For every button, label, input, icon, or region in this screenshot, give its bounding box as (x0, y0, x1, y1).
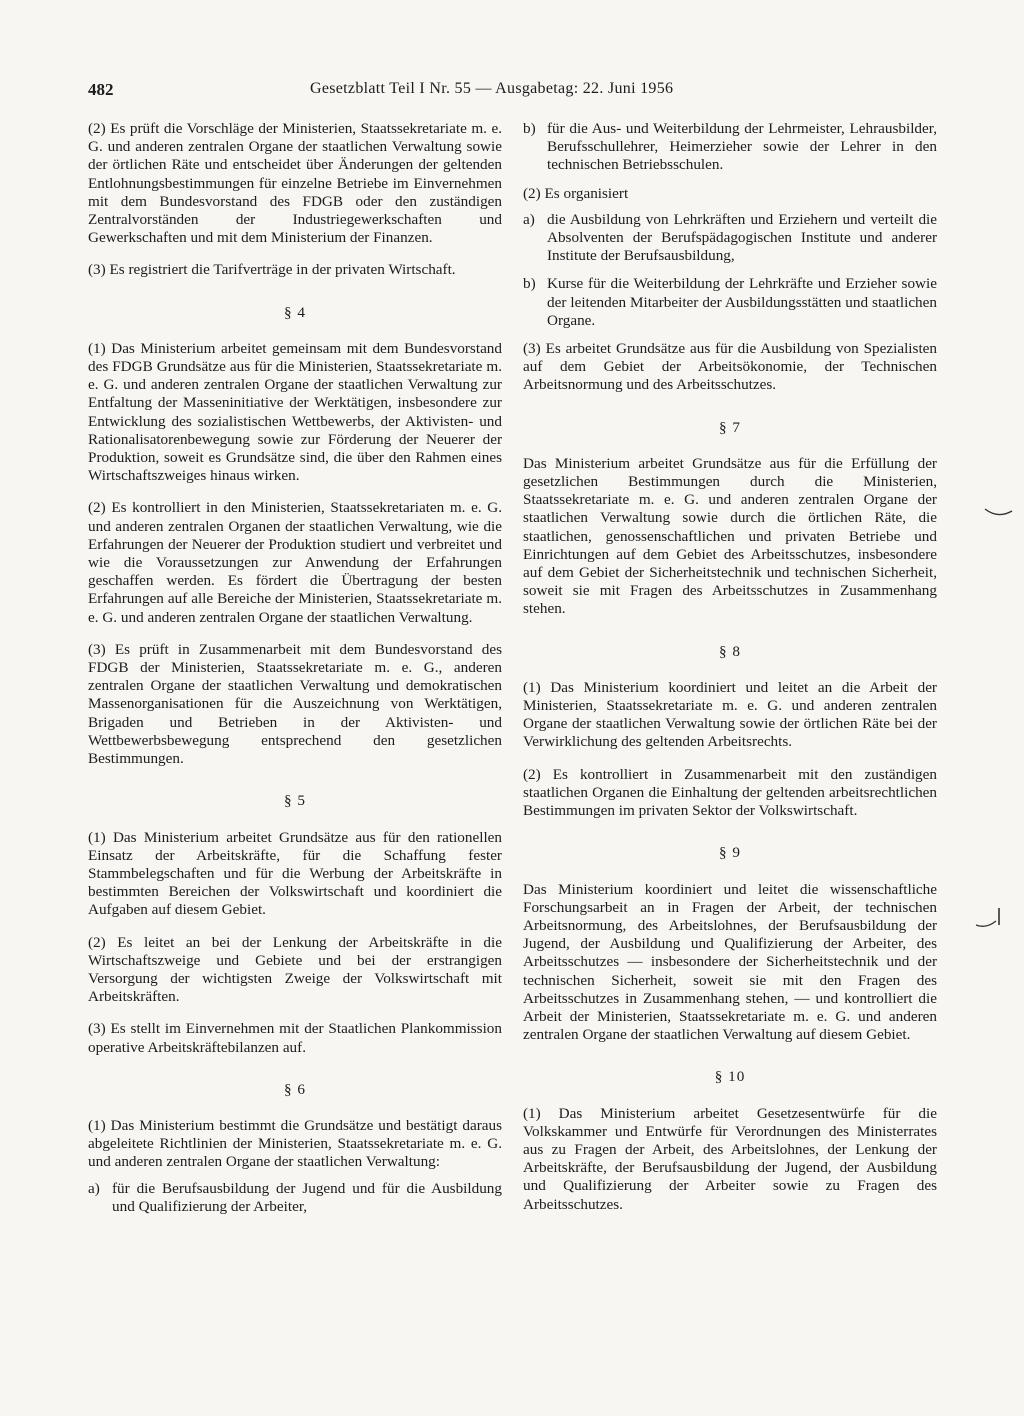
paragraph: (1) Das Ministerium arbeitet gemeinsam mit dem Bundesvorstand des FDGB Grundsätze aus für die Ministerien, Staatssekretariate m. e. G. und anderen zentralen Organe der staatlichen Verwaltung zur Entfaltung der Masseninitiative der Werktätigen, insbesondere zur Entwicklung des sozialistischen Wettbewerbs, der Aktivisten- und Rationalisatorenbewegung sowie zur Förderung der Neuerer der Produktion, soweit es Grundsätze sind, die über den Rahmen eines Wirtschaftszweiges hinaus wirken. (88, 339, 502, 485)
list-text: für die Aus- und Weiterbildung der Lehrmeister, Lehrausbilder, Berufsschullehrer, Heimerzieher sowie der Lehrer in den technischen Betriebsschulen. (547, 120, 937, 174)
paragraph: (2) Es kontrolliert in Zusammenarbeit mit den zuständigen staatlichen Organen die Einhaltung der geltenden arbeitsrechtlichen Bestimmungen im privaten Sektor der Volkswirtschaft. (523, 765, 937, 820)
margin-mark (984, 505, 1014, 519)
right-column (523, 120, 937, 1228)
paragraph: (3) Es arbeitet Grundsätze aus für die Ausbildung von Spezialisten auf dem Gebiet der Arbeitsökonomie, der Technischen Arbeitsnormung und des Arbeitsschutzes. (523, 340, 937, 394)
paragraph: Das Ministerium arbeitet Grundsätze aus für die Erfüllung der gesetzlichen Bestimmungen durch die Ministerien, Staatssekretariate m. e. G. und anderen zentralen Organe der staatlichen Verwaltung sowie durch die örtlichen Räte, die staatlichen, genossenschaftlichen und privaten Betriebe und Einrichtungen auf dem Gebiet des Arbeitsschutzes, insbesondere auf dem Gebiet der Sicherheitstechnik und technischen Sicherheit, soweit sie mit Fragen des Arbeitsschutzes in Zusammenhang stehen. (523, 454, 937, 618)
section-heading-6: § 6 (284, 1080, 306, 1098)
list-label: b) (523, 120, 536, 137)
section-heading-9: § 9 (719, 844, 741, 862)
paragraph: (3) Es registriert die Tarifverträge in der privaten Wirtschaft. (88, 261, 456, 279)
section-heading-8: § 8 (719, 642, 741, 660)
section-heading-5: § 5 (284, 792, 306, 810)
paragraph: (3) Es prüft in Zusammenarbeit mit dem Bundesvorstand des FDGB der Ministerien, Staatssekretariate m. e. G., anderen zentralen Organe der staatlichen Verwaltung und demokratischen Massenorganisationen für die Auszeichnung von Werktätigen, Brigaden und Betrieben in der Aktivisten- und Wettbewerbsbewegung entsprechend den gesetzlichen Bestimmungen. (88, 640, 502, 768)
paragraph: (1) Das Ministerium koordiniert und leitet an die Arbeit der Ministerien, Staatssekretariate m. e. G. und anderen zentralen Organe der staatlichen Verwaltung sowie der örtlichen Räte bei der Verwirklichung des geltenden Arbeitsrechts. (523, 678, 937, 751)
paragraph: (1) Das Ministerium bestimmt die Grundsätze und bestätigt daraus abgeleitete Richtlinien der Ministerien, Staatssekretariate m. e. G. und anderen zentralen Organe der staatlichen Verwaltung: (88, 1116, 502, 1171)
list-text: Kurse für die Weiterbildung der Lehrkräfte und Erzieher sowie der leitenden Mitarbeiter der Ausbildungsstätten und staatlichen Organe. (547, 275, 937, 329)
list-label: b) (523, 275, 536, 293)
section-heading-10: § 10 (714, 1068, 746, 1086)
paragraph: (2) Es prüft die Vorschläge der Ministerien, Staatssekretariate m. e. G. und anderen zentralen Organe der staatlichen Verwaltung sowie der örtlichen Räte und entscheidet über Änderungen der geltenden Entlohnungsbestimmungen für einzelne Betriebe im Einvernehmen mit dem Bundesvorstand des FDGB oder den zuständigen Zentralvorständen der Industriegewerkschaften und Gewerkschaften und mit dem Ministerium der Finanzen. (88, 120, 502, 247)
section-heading-7: § 7 (719, 418, 741, 436)
paragraph: (1) Das Ministerium arbeitet Grundsätze aus für den rationellen Einsatz der Arbeitskräfte, für die Schaffung fester Stammbelegschaften und für die Werbung der Arbeitskräfte in bestimmten Bereichen der Volkswirtschaft und koordiniert die Aufgaben auf diesem Gebiet. (88, 828, 502, 919)
paragraph: (2) Es kontrolliert in den Ministerien, Staatssekretariaten m. e. G. und anderen zentralen Organen der staatlichen Verwaltung, wie die Erfahrungen der Neuerer der Produktion studiert und verbreitet und wie die Voraussetzungen zur Anwendung der Erfahrungen geschaffen werden. Es fördert die Übertragung der besten Erfahrungen auf alle Bereiche der Ministerien, Staatssekretariate m. e. G. und anderen zentralen Organe der staatlichen Verwaltung. (88, 499, 502, 626)
paragraph: (1) Das Ministerium arbeitet Gesetzesentwürfe für die Volkskammer und Entwürfe für Verordnungen des Ministerrates aus zu Fragen der Arbeit, des Arbeitslohnes, der Lenkung der Arbeitskräfte, der Berufsausbildung der Jugend, der Ausbildung und Qualifizierung der Arbeiter sowie zu Fragen des Arbeitsschutzes. (523, 1104, 937, 1213)
paragraph: (3) Es stellt im Einvernehmen mit der Staatlichen Plankommission operative Arbeitskräftebilanzen auf. (88, 1020, 502, 1056)
list-label: a) (523, 210, 535, 228)
margin-mark (974, 905, 1004, 931)
list-text: für die Berufsausbildung der Jugend und für die Ausbildung und Qualifizierung der Arbeiter, (112, 1179, 502, 1215)
list-text: die Ausbildung von Lehrkräften und Erziehern und verteilt die Absolventen der Berufspädagogischen Institute und anderer Institute der Berufsausbildung, (547, 210, 937, 265)
paragraph: (2) Es leitet an bei der Lenkung der Arbeitskräfte in die Wirtschaftszweige und Gebiete und bei der erstrangigen Versorgung der wichtigsten Zweige der Volkswirtschaft mit Arbeitskräften. (88, 933, 502, 1006)
list-item (523, 211, 937, 266)
paragraph: Das Ministerium koordiniert und leitet die wissenschaftliche Forschungsarbeit an in Fragen der Arbeit, der technischen Arbeitsnormung, des Arbeitslohnes, der Berufsausbildung der Jugend, der Ausbildung und Qualifizierung der Arbeiter, des Arbeitsschutzes — insbesondere der Sicherheitstechnik und der technischen Sicherheit, soweit sie mit den Fragen des Arbeitsschutzes in Zusammenhang stehen, — und kontrolliert die Arbeit der Ministerien, Staatssekretariate m. e. G. und anderen zentralen Organe der staatlichen Verwaltung auf diesem Gebiet. (523, 880, 937, 1044)
list-item (523, 120, 937, 175)
list-label: a) (88, 1179, 100, 1197)
list-item (523, 275, 937, 330)
list-item (88, 1180, 502, 1216)
page-number: 482 (88, 80, 114, 99)
paragraph: (2) Es organisiert (523, 184, 629, 202)
left-column (88, 120, 502, 1226)
section-heading-4: § 4 (284, 303, 306, 321)
running-head: Gesetzblatt Teil I Nr. 55 — Ausgabetag: 22. Juni 1956 (310, 80, 674, 97)
